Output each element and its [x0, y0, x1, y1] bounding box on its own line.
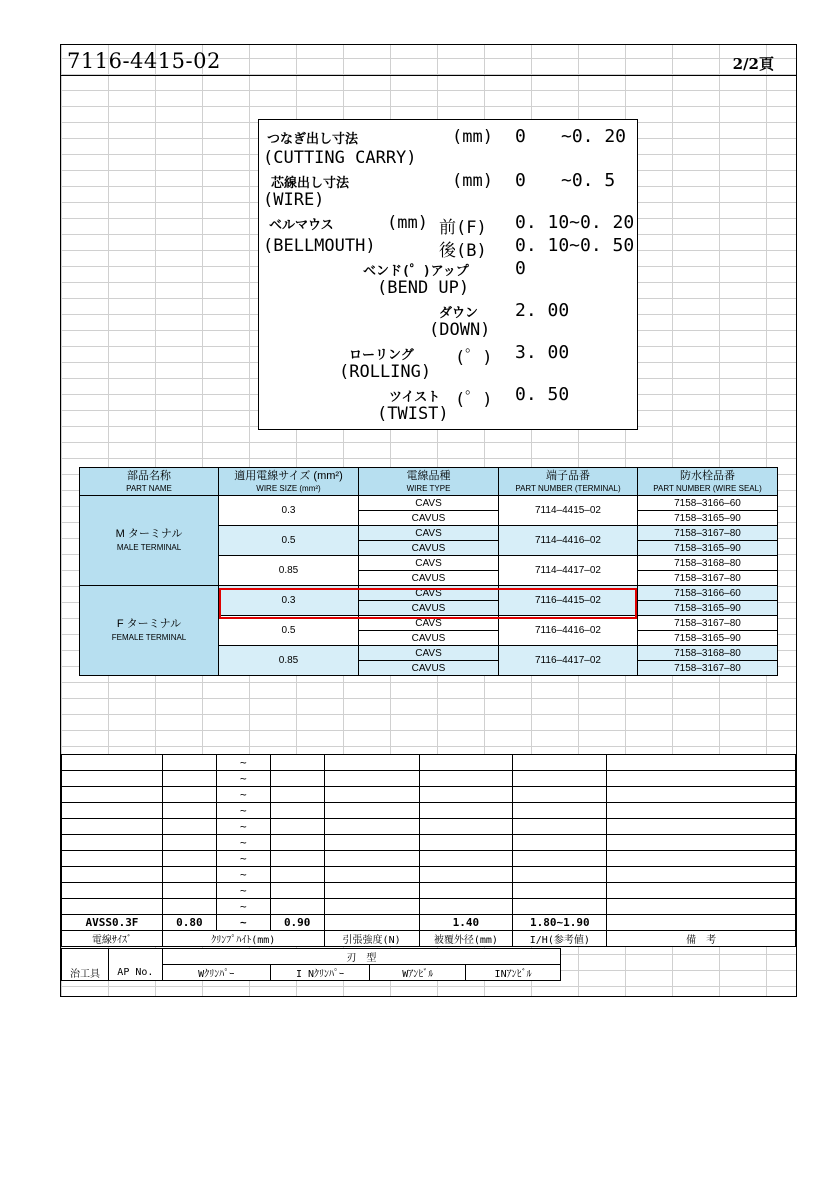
wire-type-cell: CAVUS [359, 661, 499, 676]
bend-up-en: (BEND UP) [377, 278, 470, 298]
terminal-number-cell: 7114–4416–02 [499, 526, 638, 556]
outer-diameter-value: 1.40 [419, 915, 513, 931]
terminal-number-cell: 7114–4417–02 [499, 556, 638, 586]
crimp-empty-row: ~ [62, 755, 796, 771]
bellmouth-back-value: 0. 10~0. 50 [515, 235, 635, 256]
table-row [80, 496, 778, 511]
wire-size-cell: 0.5 [219, 526, 359, 556]
crimp-data-row [62, 915, 796, 931]
table-header-row [80, 468, 778, 496]
header-seal-number: 防水栓品番 PART NUMBER (WIRE SEAL) [638, 468, 778, 496]
bend-up-value: 0 [515, 258, 526, 279]
cutting-carry-jp: つなぎ出し寸法 [267, 132, 359, 147]
wire-en: (WIRE) [263, 190, 325, 210]
bellmouth-en: (BELLMOUTH) [263, 236, 376, 256]
page-number: 2/2頁 [732, 55, 774, 73]
seal-number-cell: 7158–3167–80 [638, 616, 778, 631]
wire-type-cell: CAVS [359, 586, 499, 601]
wire-type-cell: CAVUS [359, 541, 499, 556]
seal-number-cell: 7158–3168–80 [638, 646, 778, 661]
crimp-empty-row: ~ [62, 851, 796, 867]
wire-size-cell: 0.85 [219, 556, 359, 586]
twist-jp: ツイスト [389, 390, 441, 405]
down-jp: ダウン [439, 306, 479, 321]
crimp-height-tilde: ~ [216, 915, 270, 931]
wire-type-cell: CAVUS [359, 511, 499, 526]
terminal-number-cell: 7116–4416–02 [499, 616, 638, 646]
crimp-empty-row: ~ [62, 899, 796, 915]
bellmouth-front-value: 0. 10~0. 20 [515, 212, 635, 233]
wire-type-cell: CAVUS [359, 601, 499, 616]
label-wire-size: 電線ｻｲｽﾞ [62, 931, 163, 947]
group-male: M ターミナル MALE TERMINAL [80, 496, 219, 586]
crimp-empty-row: ~ [62, 883, 796, 899]
bellmouth-unit: (mm) [387, 213, 428, 233]
label-note: 備 考 [607, 931, 796, 947]
rolling-en: (ROLLING) [339, 362, 432, 382]
label-ih: I/H(参考値) [513, 931, 607, 947]
tooling-blade-row [62, 949, 561, 965]
seal-number-cell: 7158–3166–60 [638, 586, 778, 601]
wire-type-cell: CAVS [359, 616, 499, 631]
twist-value: 0. 50 [515, 384, 570, 405]
header-wire-type: 電線品種 WIRE TYPE [359, 468, 499, 496]
crimp-data-table [61, 754, 796, 947]
table-row [80, 586, 778, 601]
seal-number-cell: 7158–3165–90 [638, 511, 778, 526]
crimp-empty-row: ~ [62, 867, 796, 883]
drawing-title: 7116-4415-02 [67, 49, 221, 73]
crimp-height-max: 0.90 [270, 915, 324, 931]
down-value: 2. 00 [515, 300, 570, 321]
wire-type-cell: CAVS [359, 646, 499, 661]
group-female: F ターミナル FEMALE TERMINAL [80, 586, 219, 676]
wire-size-cell: 0.5 [219, 616, 359, 646]
wire-jp: 芯線出し寸法 [271, 176, 350, 191]
crimp-empty-row: ~ [62, 803, 796, 819]
wire-size-cell: 0.85 [219, 646, 359, 676]
seal-number-cell: 7158–3165–90 [638, 541, 778, 556]
label-crimp-height: ｸﾘﾝﾌﾟﾊｲﾄ(mm) [162, 931, 324, 947]
crimp-empty-row: ~ [62, 835, 796, 851]
cutting-carry-to: ~0. 20 [561, 126, 627, 147]
seal-number-cell: 7158–3167–80 [638, 661, 778, 676]
down-en: (DOWN) [429, 320, 491, 340]
blade-label: 刃 型 [162, 949, 560, 965]
wire-unit: (mm) [452, 171, 493, 191]
bend-up-jp: ベンド(゜)アップ [363, 264, 469, 279]
cutting-carry-en: (CUTTING CARRY) [263, 148, 417, 168]
label-outer-diameter: 被覆外径(mm) [419, 931, 513, 947]
crimp-spec-box [258, 119, 638, 430]
wire-type-cell: CAVS [359, 526, 499, 541]
in-anvil-label: INｱﾝﾋﾞﾙ [466, 965, 561, 981]
header-part-name: 部品名称 PART NAME [80, 468, 219, 496]
ap-number-label: AP No. [108, 965, 162, 981]
tooling-table [61, 948, 561, 981]
crimp-height-min: 0.80 [162, 915, 216, 931]
twist-en: (TWIST) [377, 404, 449, 424]
tool-label: 治工具 [62, 965, 109, 981]
wire-type-cell: CAVUS [359, 571, 499, 586]
terminal-number-cell: 7116–4415–02 [499, 586, 638, 616]
crimp-empty-row: ~ [62, 787, 796, 803]
terminal-table [79, 467, 778, 676]
rolling-value: 3. 00 [515, 342, 570, 363]
seal-number-cell: 7158–3167–80 [638, 571, 778, 586]
bellmouth-jp: ベルマウス [269, 218, 334, 233]
in-crimper-label: I Nｸﾘﾝﾊﾟｰ [270, 965, 370, 981]
rolling-jp: ローリング [349, 348, 414, 363]
ih-value: 1.80~1.90 [513, 915, 607, 931]
label-tensile-strength: 引張強度(N) [324, 931, 419, 947]
seal-number-cell: 7158–3165–90 [638, 601, 778, 616]
wire-from: 0 [515, 170, 526, 191]
wire-to: ~0. 5 [561, 170, 616, 191]
wire-type-cell: CAVS [359, 556, 499, 571]
seal-number-cell: 7158–3166–60 [638, 496, 778, 511]
drawing-sheet [60, 44, 797, 997]
tensile-strength-value [324, 915, 419, 931]
seal-number-cell: 7158–3167–80 [638, 526, 778, 541]
crimp-empty-row: ~ [62, 819, 796, 835]
w-anvil-label: Wｱﾝﾋﾞﾙ [370, 965, 466, 981]
crimp-empty-row: ~ [62, 771, 796, 787]
w-crimper-label: Wｸﾘﾝﾊﾟｰ [162, 965, 270, 981]
crimp-label-row [62, 931, 796, 947]
wire-type-cell: CAVS [359, 496, 499, 511]
seal-number-cell: 7158–3168–80 [638, 556, 778, 571]
cutting-carry-from: 0 [515, 126, 526, 147]
wire-type-cell: CAVUS [359, 631, 499, 646]
terminal-number-cell: 7116–4417–02 [499, 646, 638, 676]
title-divider [61, 75, 796, 76]
rolling-unit: (゜) [455, 348, 493, 368]
terminal-number-cell: 7114–4415–02 [499, 496, 638, 526]
header-terminal-number: 端子品番 PART NUMBER (TERMINAL) [499, 468, 638, 496]
tooling-label-row [62, 965, 561, 981]
wire-size-cell: 0.3 [219, 496, 359, 526]
bellmouth-back-label: 後(B) [439, 241, 487, 261]
cutting-carry-unit: (mm) [452, 127, 493, 147]
twist-unit: (゜) [455, 390, 493, 410]
seal-number-cell: 7158–3165–90 [638, 631, 778, 646]
header-wire-size: 適用電線サイズ (mm²) WIRE SIZE (mm²) [219, 468, 359, 496]
bellmouth-front-label: 前(F) [439, 218, 487, 238]
wire-size-cell: 0.3 [219, 586, 359, 616]
note-value [607, 915, 796, 931]
wire-size-value: AVSS0.3F [62, 915, 163, 931]
